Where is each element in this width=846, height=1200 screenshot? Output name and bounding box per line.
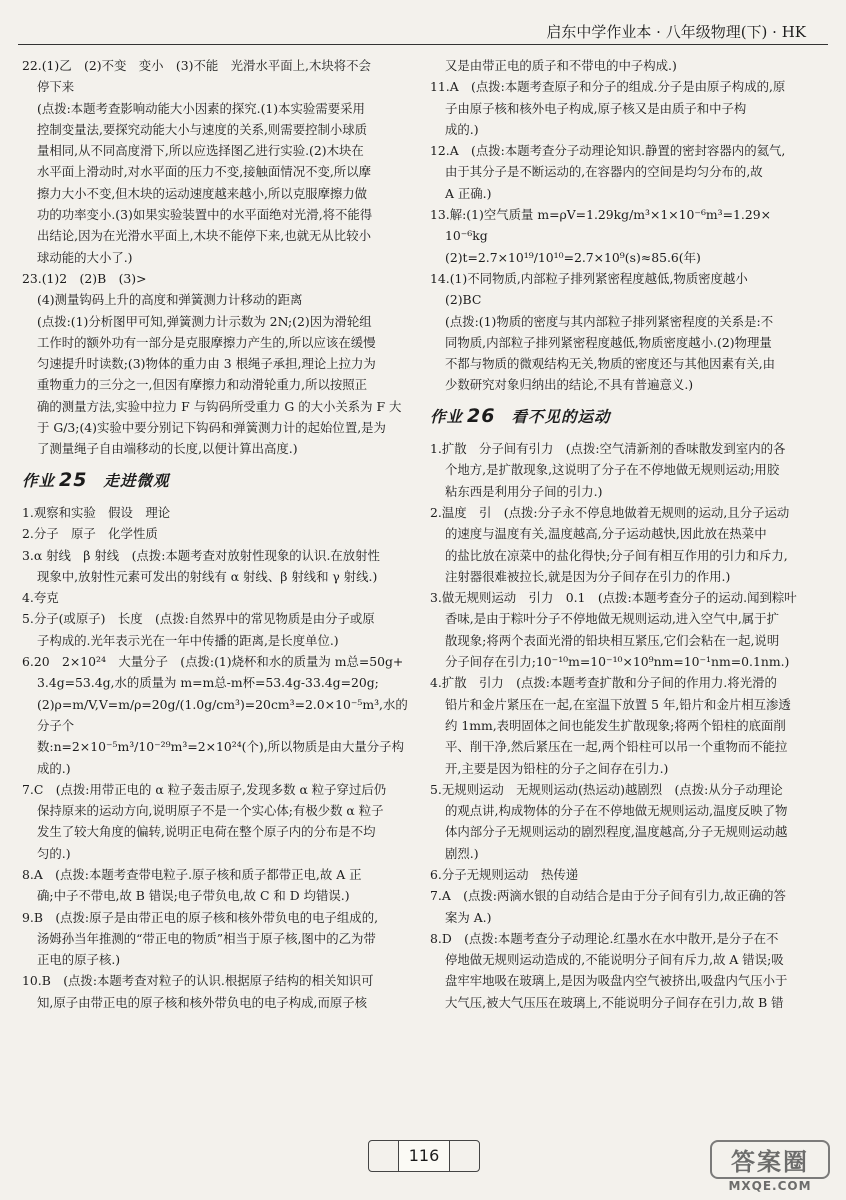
answer-line: 匀的.) bbox=[37, 845, 71, 861]
answer-line: 7.C (点拨:用带正电的 α 粒子轰击原子,发现多数 α 粒子穿过后仍 bbox=[22, 781, 387, 797]
answer-line: 盘牢牢地吸在玻璃上,是因为吸盘内空气被挤出,吸盘内气压小于 bbox=[445, 973, 788, 989]
section-label: 作业 bbox=[430, 407, 464, 426]
watermark-url: MXQE.COM bbox=[728, 1179, 812, 1193]
answer-line: 个地方,是扩散现象,这说明了分子在不停地做无规则运动;用胶 bbox=[445, 462, 780, 478]
answer-line: 1.扩散 分子间有引力 (点拨:空气清新剂的香味散发到室内的各 bbox=[430, 441, 786, 457]
answer-line: 剧烈.) bbox=[445, 845, 479, 861]
answer-23-cont: (4)测量钩码上升的高度和弹簧测力计移动的距离 bbox=[37, 292, 303, 308]
answer-line: 注射器很难被拉长,就是因为分子间存在引力的作用.) bbox=[445, 568, 731, 584]
tip-line: 重物重力的三分之一,但因有摩擦力和动滑轮重力,所以按照正 bbox=[37, 377, 368, 393]
answer-line: 香味,是由于粽叶分子不停地做无规则运动,进入空气中,属于扩 bbox=[445, 611, 779, 627]
tip-line: 确的测量方法,实验中拉力 F 与钩码所受重力 G 的大小关系为 F 大 bbox=[37, 398, 402, 414]
answer-line: 案为 A.) bbox=[445, 909, 492, 925]
answer-line: 子构成的.光年表示光在一年中传播的距离,是长度单位.) bbox=[37, 632, 339, 648]
section-title-26 bbox=[430, 406, 828, 428]
tip-line: 出结论,因为在光滑水平面上,木块不能停下来,也就无从比较小 bbox=[37, 228, 371, 244]
answer-line: 6.分子无规则运动 热传递 bbox=[430, 866, 579, 882]
page-number: 116 bbox=[398, 1141, 451, 1171]
tip-line: (点拨:(1)分析图甲可知,弹簧测力计示数为 2N;(2)因为滑轮组 bbox=[37, 313, 372, 329]
watermark-text: 答案圈 bbox=[710, 1140, 830, 1179]
answer-line: 6.20 2×10²⁴ 大量分子 (点拨:(1)烧杯和水的质量为 m总=50g+ bbox=[22, 654, 404, 670]
section-name: 看不见的运动 bbox=[511, 407, 611, 426]
answer-line: 3.α 射线 β 射线 (点拨:本题考查对放射性现象的认识.在放射性 bbox=[22, 547, 380, 563]
answer-line: 大气压,被大气压压在玻璃上,不能说明分子间存在引力,故 B 错 bbox=[445, 994, 784, 1010]
section-name: 走进微观 bbox=[103, 471, 170, 490]
answer-line: 1.观察和实验 假设 理论 bbox=[22, 504, 171, 520]
answer-line: 子由原子核和核外电子构成,原子核又是由质子和中子构 bbox=[445, 100, 747, 116]
answer-line: 4.扩散 引力 (点拨:本题考查扩散和分子间的作用力.将光滑的 bbox=[430, 675, 777, 691]
answer-line: 5.分子(或原子) 长度 (点拨:自然界中的常见物质是由分子或原 bbox=[22, 611, 375, 627]
answer-line: 少数研究对象归纳出的结论,不具有普遍意义.) bbox=[445, 377, 694, 393]
tip-line: (点拨:本题考查影响动能大小因素的探究.(1)本实验需要采用 bbox=[37, 100, 365, 116]
answer-line: 体内部分子无规则运动的剧烈程度,温度越高,分子无规则运动越 bbox=[445, 824, 788, 840]
answer-line: 8.D (点拨:本题考查分子动理论.红墨水在水中散开,是分子在不 bbox=[430, 930, 779, 946]
answer-line: 平、削干净,然后紧压在一起,两个铅柱可以吊一个重物而不能拉 bbox=[445, 739, 788, 755]
answer-line: 5.无规则运动 无规则运动(热运动)越剧烈 (点拨:从分子动理论 bbox=[430, 781, 783, 797]
answer-line: (2)t=2.7×10¹⁹/10¹⁰=2.7×10⁹(s)≈85.6(年) bbox=[445, 249, 701, 265]
section-number: 25 bbox=[59, 468, 88, 491]
answer-line: 同物质,内部粒子排列紧密程度越低,物质密度越小.(2)物理量 bbox=[445, 334, 772, 350]
answer-line: 9.B (点拨:原子是由带正电的原子核和核外带负电的电子组成的, bbox=[22, 909, 379, 925]
section-number: 26 bbox=[467, 404, 496, 427]
answer-line: A 正确.) bbox=[445, 185, 492, 201]
answer-line: 10⁻⁶kg bbox=[445, 228, 488, 244]
tip-line: 球动能的大小了.) bbox=[37, 249, 133, 265]
answer-line: (2)BC bbox=[445, 292, 482, 308]
answer-line: (2)ρ=m/V,V=m/ρ=20g/(1.0g/cm³)=20cm³=2.0×10⁻⁵m³,水的分子个 bbox=[37, 696, 408, 733]
answer-22-cont: 停下来 bbox=[37, 79, 75, 95]
page-number-box bbox=[368, 1140, 480, 1172]
answer-line: 12.A (点拨:本题考查分子动理论知识.静置的密封容器内的氦气, bbox=[430, 143, 786, 159]
answer-line: 发生了较大角度的偏转,说明正电荷在整个原子内的分布是不均 bbox=[37, 824, 376, 840]
answer-line: 铅片和金片紧压在一起,在室温下放置 5 年,铅片和金片相互渗透 bbox=[445, 696, 791, 712]
section-label: 作业 bbox=[22, 471, 56, 490]
answer-line: 现象中,放射性元素可发出的射线有 α 射线、β 射线和 γ 射线.) bbox=[37, 568, 378, 584]
answer-22: 22.(1)乙 (2)不变 变小 (3)不能 光滑水平面上,木块将不会 bbox=[22, 58, 371, 73]
watermark-logo bbox=[710, 1140, 830, 1192]
tip-line: 控制变量法,要探究动能大小与速度的关系,则需要控制小球质 bbox=[37, 121, 368, 137]
answer-line: 8.A (点拨:本题考查带电粒子.原子核和质子都带正电,故 A 正 bbox=[22, 866, 362, 882]
answer-line: 3.做无规则运动 引力 0.1 (点拨:本题考查分子的运动.闻到粽叶 bbox=[430, 590, 797, 606]
tip-line: 水平面上滑动时,对水平面的压力不变,接触面情况不变,所以摩 bbox=[37, 164, 371, 180]
answer-line: 又是由带正电的质子和不带电的中子构成.) bbox=[445, 58, 677, 73]
left-column bbox=[22, 55, 410, 1013]
answer-line: 11.A (点拨:本题考查原子和分子的组成.分子是由原子构成的,原 bbox=[430, 79, 786, 95]
answer-line: 10.B (点拨:本题考查对粒子的认识.根据原子结构的相关知识可 bbox=[22, 973, 374, 989]
header-title: 启东中学作业本 · 八年级物理(下) · HK bbox=[546, 23, 806, 41]
answer-line: 保持原来的运动方向,说明原子不是一个实心体;有极少数 α 粒子 bbox=[37, 803, 384, 819]
answer-line: 14.(1)不同物质,内部粒子排列紧密程度越低,物质密度越小 bbox=[430, 270, 748, 286]
right-column bbox=[430, 55, 828, 1013]
answer-23: 23.(1)2 (2)B (3)> bbox=[22, 270, 147, 286]
answer-line: 知,原子由带正电的原子核和核外带负电的电子构成,而原子核 bbox=[37, 994, 368, 1010]
tip-line: 工作时的额外功有一部分是克服摩擦力产生的,所以应该在缓慢 bbox=[37, 334, 376, 350]
tip-line: 功的功率变小.(3)如果实验装置中的水平面绝对光滑,将不能得 bbox=[37, 207, 373, 223]
page-header bbox=[18, 22, 828, 45]
answer-line: 的速度与温度有关,温度越高,分子运动越快,因此放在热菜中 bbox=[445, 526, 767, 542]
answer-line: 成的.) bbox=[445, 121, 479, 137]
answer-line: 2.分子 原子 化学性质 bbox=[22, 526, 158, 542]
answer-line: 3.4g=53.4g,水的质量为 m=m总-m杯=53.4g-33.4g=20g; bbox=[37, 675, 379, 691]
answer-line: 约 1mm,表明固体之间也能发生扩散现象;将两个铅柱的底面削 bbox=[445, 717, 786, 733]
tip-line: 擦力大小不变,但木块的运动速度越来越小,所以克服摩擦力做 bbox=[37, 185, 368, 201]
answer-line: 确;中子不带电,故 B 错误;电子带负电,故 C 和 D 均错误.) bbox=[37, 888, 350, 904]
section-title-25 bbox=[22, 470, 410, 492]
answer-line: 13.解:(1)空气质量 m=ρV=1.29kg/m³×1×10⁻⁶m³=1.29× bbox=[430, 207, 771, 223]
answer-line: 数:n=2×10⁻⁵m³/10⁻²⁹m³=2×10²⁴(个),所以物质是由大量分子构成的.) bbox=[37, 739, 404, 776]
answer-line: 汤姆孙当年推测的“带正电的物质”相当于原子核,图中的乙为带 bbox=[37, 930, 376, 946]
answer-line: 4.夸克 bbox=[22, 590, 59, 606]
tip-line: 于 G/3;(4)实验中要分别记下钩码和弹簧测力计的起始位置,是为 bbox=[37, 420, 386, 436]
answer-line: 7.A (点拨:两滴水银的自动结合是由于分子间有引力,故正确的答 bbox=[430, 888, 786, 904]
answer-line: 分子间存在引力;10⁻¹⁰m=10⁻¹⁰×10⁹nm=10⁻¹nm=0.1nm.) bbox=[445, 654, 790, 670]
answer-line: 散现象;将两个表面光滑的铅块相互紧压,它们会粘在一起,说明 bbox=[445, 632, 780, 648]
answer-line: 正电的原子核.) bbox=[37, 952, 121, 968]
answer-line: 的盐比放在凉菜中的盐化得快;分子间有相互作用的引力和斥力, bbox=[445, 547, 788, 563]
answer-line: 2.温度 引 (点拨:分子永不停息地做着无规则的运动,且分子运动 bbox=[430, 504, 790, 520]
answer-line: 不都与物质的微观结构无关,物质的密度还与其他因素有关,由 bbox=[445, 356, 776, 372]
tip-line: 了测量绳子自由端移动的长度,以便计算出高度.) bbox=[37, 441, 298, 457]
answer-line: (点拨:(1)物质的密度与其内部粒子排列紧密程度的关系是:不 bbox=[445, 313, 774, 329]
answer-line: 开,主要是因为铅柱的分子之间存在引力.) bbox=[445, 760, 669, 776]
tip-line: 匀速提升时读数;(3)物体的重力由 3 根绳子承担,理论上拉力为 bbox=[37, 356, 376, 372]
answer-line: 停地做无规则运动造成的,不能说明分子间有斥力,故 A 错误;吸 bbox=[445, 952, 784, 968]
answer-line: 由于其分子是不断运动的,在容器内的空间是均匀分布的,故 bbox=[445, 164, 763, 180]
answer-line: 粘东西是利用分子间的引力.) bbox=[445, 483, 603, 499]
answer-line: 的观点讲,构成物体的分子在不停地做无规则运动,温度反映了物 bbox=[445, 803, 788, 819]
tip-line: 量相同,从不同高度滑下,所以应选择图乙进行实验.(2)木块在 bbox=[37, 143, 364, 159]
